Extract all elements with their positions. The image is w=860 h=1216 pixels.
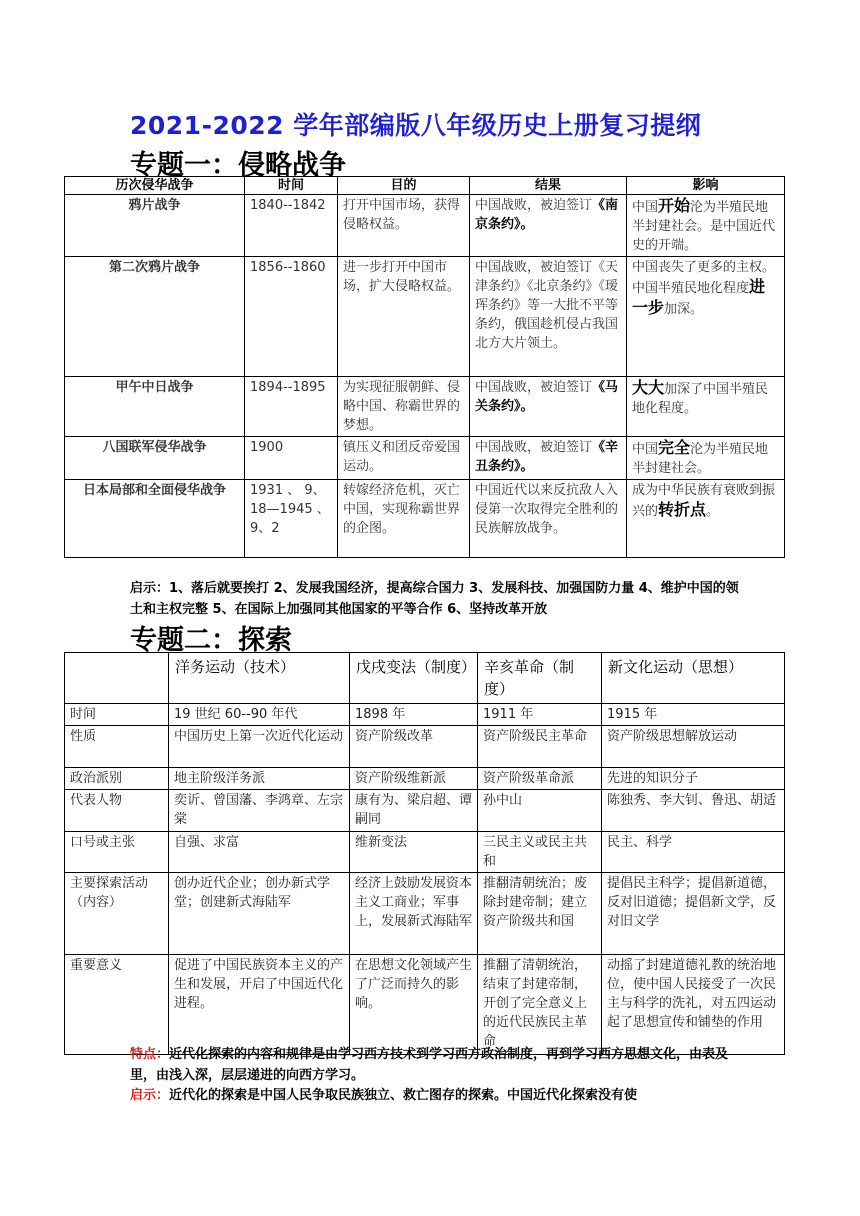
table-header-row — [65, 653, 785, 704]
cell-new-culture: 1915 年 — [602, 704, 785, 726]
header-purpose: 目的 — [338, 177, 470, 195]
cell-revolution: 推翻清朝统治；废除封建帝制；建立资产阶级共和国 — [478, 873, 602, 955]
row-label: 时间 — [65, 704, 169, 726]
war-purpose: 为实现征服朝鲜、侵略中国、称霸世界的梦想。 — [338, 377, 470, 437]
table-row — [65, 726, 785, 768]
table-row — [65, 955, 785, 1055]
table-row — [65, 790, 785, 832]
table-row — [65, 480, 785, 558]
war-name: 日本局部和全面侵华战争 — [65, 480, 245, 558]
header-revolution: 辛亥革命（制度） — [478, 653, 602, 704]
table-header-row — [65, 177, 785, 195]
cell-new-culture: 民主、科学 — [602, 832, 785, 873]
war-purpose: 进一步打开中国市场，扩大侵略权益。 — [338, 257, 470, 377]
row-label: 政治派别 — [65, 768, 169, 790]
cell-westernization: 促进了中国民族资本主义的产生和发展，开启了中国近代化进程。 — [169, 955, 350, 1055]
row-label: 主要探索活动（内容） — [65, 873, 169, 955]
header-blank — [65, 653, 169, 704]
table-row — [65, 832, 785, 873]
cell-revolution: 推翻了清朝统治，结束了封建帝制，开创了完全意义上的近代民族民主革命 — [478, 955, 602, 1055]
war-time: 1900 — [245, 437, 338, 480]
war-purpose: 镇压义和团反帝爱国运动。 — [338, 437, 470, 480]
insight-text: 近代化的探索是中国人民争取民族独立、救亡图存的探索。中国近代化探索没有使 — [169, 1088, 638, 1103]
cell-new-culture: 先进的知识分子 — [602, 768, 785, 790]
war-name: 八国联军侵华战争 — [65, 437, 245, 480]
cell-reform: 资产阶级改革 — [350, 726, 478, 768]
cell-westernization: 奕䜣、曾国藩、李鸿章、左宗棠 — [169, 790, 350, 832]
cell-new-culture: 提倡民主科学；提倡新道德，反对旧道德；提倡新文学，反对旧文学 — [602, 873, 785, 955]
topic2-feature — [130, 1044, 740, 1086]
cell-new-culture: 陈独秀、李大钊、鲁迅、胡适 — [602, 790, 785, 832]
cell-reform: 在思想文化领域产生了广泛而持久的影响。 — [350, 955, 478, 1055]
row-label: 重要意义 — [65, 955, 169, 1055]
war-impact: 中国丧失了更多的主权。中国半殖民地化程度进一步加深。 — [627, 257, 785, 377]
war-name: 甲午中日战争 — [65, 377, 245, 437]
cell-westernization: 19 世纪 60--90 年代 — [169, 704, 350, 726]
cell-westernization: 地主阶级洋务派 — [169, 768, 350, 790]
cell-westernization: 创办近代企业；创办新式学堂；创建新式海陆军 — [169, 873, 350, 955]
table-row — [65, 873, 785, 955]
cell-revolution: 孙中山 — [478, 790, 602, 832]
cell-revolution: 三民主义或民主共和 — [478, 832, 602, 873]
topic1-heading: 专题一：侵略战争 — [130, 150, 346, 181]
war-name: 第二次鸦片战争 — [65, 257, 245, 377]
table-row — [65, 377, 785, 437]
war-result: 中国战败，被迫签订《马关条约》。 — [470, 377, 627, 437]
cell-revolution: 资产阶级革命派 — [478, 768, 602, 790]
header-westernization: 洋务运动（技术） — [169, 653, 350, 704]
row-label: 代表人物 — [65, 790, 169, 832]
war-time: 1840--1842 — [245, 195, 338, 257]
cell-new-culture: 资产阶级思想解放运动 — [602, 726, 785, 768]
table-row — [65, 437, 785, 480]
war-name: 鸦片战争 — [65, 195, 245, 257]
header-result: 结果 — [470, 177, 627, 195]
cell-reform: 经济上鼓励发展资本主义工商业；军事上，发展新式海陆军 — [350, 873, 478, 955]
war-purpose: 转嫁经济危机，灭亡中国，实现称霸世界的企图。 — [338, 480, 470, 558]
war-result: 中国近代以来反抗敌人入侵第一次取得完全胜利的民族解放战争。 — [470, 480, 627, 558]
table-row — [65, 195, 785, 257]
war-result: 中国战败，被迫签订《天津条约》《北京条约》《瑷珲条约》等一大批不平等条约，俄国趁机侵占我国北方大片领土。 — [470, 257, 627, 377]
war-time: 1931 、 9、18—1945 、9、2 — [245, 480, 338, 558]
war-purpose: 打开中国市场，获得侵略权益。 — [338, 195, 470, 257]
cell-westernization: 自强、求富 — [169, 832, 350, 873]
exploration-table — [64, 652, 785, 1055]
feature-text: 近代化探索的内容和规律是由学习西方技术到学习西方政治制度，再到学习西方思想文化，由表及里，由浅入深，层层递进的向西方学习。 — [130, 1047, 729, 1083]
row-label: 口号或主张 — [65, 832, 169, 873]
table-row — [65, 768, 785, 790]
war-result: 中国战败，被迫签订《南京条约》。 — [470, 195, 627, 257]
feature-label: 特点： — [130, 1047, 170, 1062]
cell-westernization: 中国历史上第一次近代化运动 — [169, 726, 350, 768]
cell-revolution: 资产阶级民主革命 — [478, 726, 602, 768]
war-result: 中国战败，被迫签订《辛丑条约》。 — [470, 437, 627, 480]
header-time: 时间 — [245, 177, 338, 195]
cell-reform: 维新变法 — [350, 832, 478, 873]
insight-label: 启示： — [130, 1088, 170, 1103]
war-impact: 中国开始沦为半殖民地半封建社会。是中国近代史的开端。 — [627, 195, 785, 257]
war-impact: 中国完全沦为半殖民地半封建社会。 — [627, 437, 785, 480]
topic2-heading: 专题二：探索 — [130, 625, 292, 656]
invasion-wars-table — [64, 176, 785, 558]
cell-reform: 康有为、梁启超、谭嗣同 — [350, 790, 478, 832]
table-row — [65, 257, 785, 377]
cell-reform: 资产阶级维新派 — [350, 768, 478, 790]
war-time: 1856--1860 — [245, 257, 338, 377]
row-label: 性质 — [65, 726, 169, 768]
topic1-insight: 启示：1、落后就要挨打 2、发展我国经济，提高综合国力 3、发展科技、加强国防力量 4、维护中国的领土和主权完整 5、在国际上加强同其他国家的平等合作 6、坚持改革开放 — [130, 581, 739, 617]
war-time: 1894--1895 — [245, 377, 338, 437]
topic2-insight — [130, 1085, 740, 1106]
table-row — [65, 704, 785, 726]
header-reform: 戊戌变法（制度） — [350, 653, 478, 704]
cell-reform: 1898 年 — [350, 704, 478, 726]
document-title: 2021-2022 学年部编版八年级历史上册复习提纲 — [130, 111, 702, 140]
cell-revolution: 1911 年 — [478, 704, 602, 726]
war-impact: 成为中华民族有衰败到振兴的转折点。 — [627, 480, 785, 558]
header-new-culture: 新文化运动（思想） — [602, 653, 785, 704]
header-impact: 影响 — [627, 177, 785, 195]
war-impact: 大大加深了中国半殖民地化程度。 — [627, 377, 785, 437]
cell-new-culture: 动摇了封建道德礼教的统治地位，使中国人民接受了一次民主与科学的洗礼，对五四运动起了思想宣传和铺垫的作用 — [602, 955, 785, 1055]
header-war: 历次侵华战争 — [65, 177, 245, 195]
